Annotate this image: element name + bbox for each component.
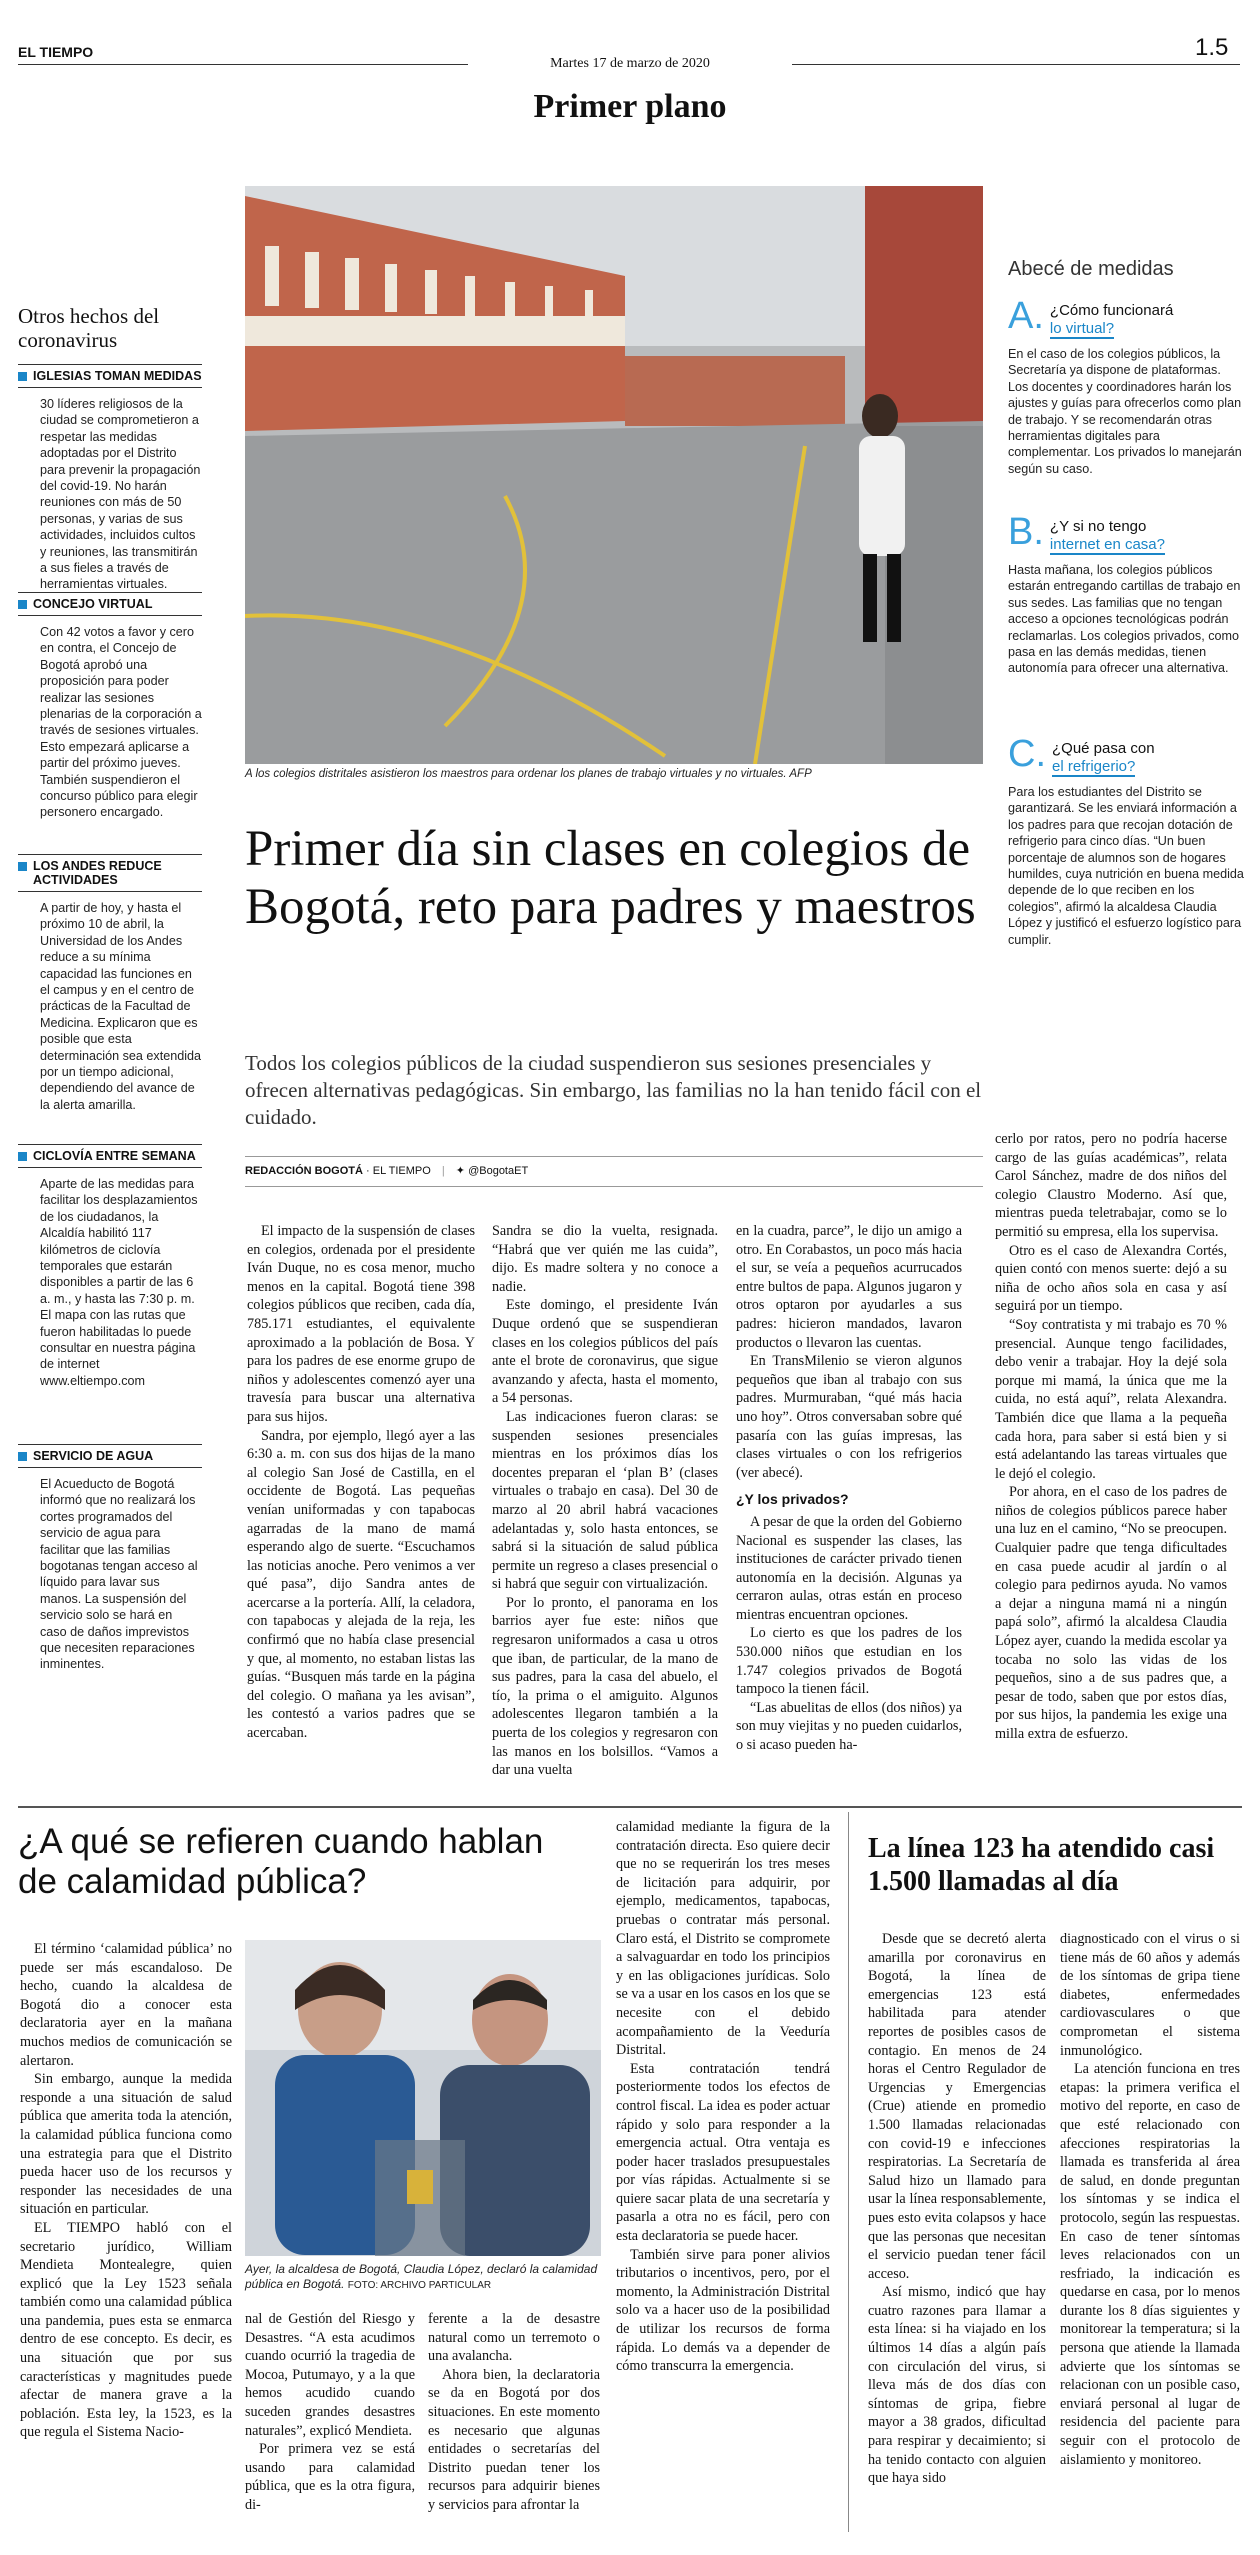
linea-headline: La línea 123 ha atendido casi 1.500 llamadas al día [868, 1833, 1215, 1897]
twitter-icon: ✦ [455, 1165, 466, 1177]
sidebar-item [18, 854, 202, 1144]
column-divider [848, 1812, 849, 2532]
abece-item [1008, 733, 1244, 948]
abece-answer: En el caso de los colegios públicos, la Secretaría ya dispone de plataformas. Los docentes y coordinadores harán los ajustes y guías para ofrecerlos como plan de trabajo. Y se recomendarán otras herramientas digitales para complementar. Los privados lo manejarán según su caso. [1008, 347, 1242, 476]
masthead-rule-right [792, 64, 1240, 65]
school-courtyard-illustration [245, 186, 983, 764]
school-photo [245, 186, 983, 764]
abece-box [1008, 258, 1244, 948]
abece-answer: Hasta mañana, los colegios públicos estarán entregando cartillas de trabajo en sus sedes. Las familias que no tengan acceso a opciones tecnológicas podrán reclamarlas. Los colegios privados, como pasa en las demás medidas, tienen autonomía para ofrecer una alternativa. [1008, 563, 1241, 676]
sidebar-item [18, 592, 202, 854]
press-conference-illustration [245, 1940, 601, 2256]
calamidad-column-1: El término ‘calamidad pública’ no puede ser más escandaloso. De hecho, cuando la alcaldesa de Bogotá dio a conocer esta declaratoria ayer en la mañana muchos medios de comunicación se alertaron. Sin embargo, aunque la medida responde a una situación de salud pública que amerita toda la atención, la calamidad pública funciona como una estrategia para que el Distrito pueda hacer uso de los recursos y responder las necesidades de una situación en particular. EL TIEMPO habló con el secretario jurídico, William Mendieta Montealegre, quien explicó que la Ley 1523 señala también como una calamidad pública una pandemia, pues esta se enmarca dentro de ese concepto. Es decir, es una situación que por sus características y magnitudes puede afectar de manera grave a la población. Esta ley, la 1523, es la que regula el Sistema Nacio- [20, 1941, 232, 2441]
byline-author: REDACCIÓN BOGOTÁ [245, 1165, 363, 1177]
sidebar-item-head: SERVICIO DE AGUA [33, 1449, 154, 1463]
article-column-2: Sandra se dio la vuelta, resignada. “Habrá que ver quién me las cuida”, dijo. Es madre soltera y no conoce a nadie. Este domingo, el presidente Iván Duque ordenó que se suspendieran clases en los colegios públicos del país ante el brote de coronavirus, que sigue avanzando y afecta, hasta el momento, a 54 personas. Las indicaciones fueron claras: se suspenden sesiones presenciales mientras en los próximos días los docentes preparan el ‘plan B’ (clases virtuales o trabajo en casa). Del 30 de marzo al 20 abril habrá vacaciones adelantadas y, solo hasta entonces, se sabrá si la situación de salud pública permite un regreso a clases presencial o si habrá que seguir con virtualización. Por lo pronto, el panorama en los barrios ayer fue este: niños que regresaron uniformados a casa u otros que iban, de particular, de la mano de sus padres, para la casa del abuelo, el tío, la prima o el amiguito. Algunos adolescentes llegaron también a la puerta de los colegios y regresaron con las manos en los bolsillos. “Vamos a dar una vuelta [492, 1223, 718, 1779]
calamidad-headline: ¿A qué se refieren cuando hablan de calamidad pública? [18, 1822, 544, 1901]
article-column-1: El impacto de la suspensión de clases en colegios, ordenada por el presidente Iván Duque, no es cosa menor, mucho menos en la capital. Bogotá tiene 398 colegios públicos que reciben, cada día, 785.171 estudiantes, el equivalente aproximado a la población de Bosa. Y para los padres de ese enorme grupo de niños y adolescentes comenzó ayer una travesía para buscar una alternativa para sus hijos. Sandra, por ejemplo, llegó ayer a las 6:30 a. m. con sus dos hijas de la mano al colegio San José de Castilla, en el occidente de Bogotá. Las pequeñas venían uniformadas y con tapabocas agarradas de la mano de mamá esperando algo de suerte. “Escuchamos las noticias anoche. Pero venimos a ver qué pasa”, dijo Sandra antes de acercarse a la portería. Allí, la celadora, con tapabocas y alejada de la reja, les confirmó que no había clase presencial y que, al momento, no estaban listas las guías. “Busquen más tarde en la página del colegio. O mañana ya les avisan”, les contestó a varios padres que se acercaban. [247, 1223, 475, 1742]
section-title: Primer plano [533, 88, 727, 125]
calamidad-caption: Ayer, la alcaldesa de Bogotá, Claudia López, declaró la calamidad pública en Bogotá. FOTO: ARCHIVO PARTICULAR [245, 2262, 598, 2291]
abece-answer: Para los estudiantes del Distrito se garantizará. Se les enviará información a los padres para que recojan dotación de refrigerio para cinco días. “Un buen porcentaje de alumnos son de hogares humildes, cuya nutrición en buena medida depende de lo que reciben en los colegios”, afirmó la alcaldesa Claudia López y justificó el esfuerzo logístico para cumplir. [1008, 785, 1244, 947]
abece-question-accent: internet en casa? [1049, 536, 1165, 553]
sidebar-item-body: 30 líderes religiosos de la ciudad se comprometieron a respetar las medidas adoptadas por el Distrito para prevenir la propagación del covid-19. No harán reuniones con más de 50 personas, y varias de sus actividades, incluidos cultos y reuniones, las transmitirán a sus fieles a través de herramientas virtuales. [40, 397, 201, 592]
article-column-4: cerlo por ratos, pero no podría hacerse cargo de las guías académicas”, relata Carol Sánchez, madre de dos niños del colegio Claustro Moderno. Así que, mientras pueda teletrabajar, como se lo permitió su empresa, ella los supervisa. Otro es el caso de Alexandra Cortés, quien contó con menos suerte: dejó a su niña de ocho años sola en casa y así seguirá por un tiempo. “Soy contratista y mi trabajo es 70 % presencial. Aunque tengo facilidades, debo venir a trabajar. Hoy la dejé sola porque mi mamá, la única que me la cuida, no está aquí”, relata Alexandra. También dice que llama a la pequeña cada hora, para saber si está bien y si está adelantando las tareas virtuales que le dejó el colegio. Por ahora, en el caso de los padres de niños de colegios públicos parece haber una luz en el camino, “No se preocupen. Cualquier padre que tenga dificultades en casa puede acudir al jardín o al colegio para pedirnos ayuda. No vamos a dejar a ninguna mamá ni a ningún papá solo”, afirmó la alcaldesa Claudia López ayer, cuando la medida escolar ya tocaba no solo las vidas de los pequeños, sino a de sus padres que, a pesar de todo, saben que por estos días, por sus hijos, la pandemia les exige una milla extra de esfuerzo. [995, 1131, 1227, 1742]
main-lede: Todos los colegios públicos de la ciudad suspendieron sus sesiones presenciales y ofrecen alternativas pedagógicas. Sin embargo, las familias no la han tenido fácil con el cuidado. [245, 1051, 982, 1129]
abece-letter: A. [1008, 295, 1044, 337]
photo-caption: A los colegios distritales asistieron los maestros para ordenar los planes de trabajo virtuales y no virtuales. AFP [245, 768, 812, 780]
sidebar [18, 364, 202, 1673]
sidebar-item-body: El Acueducto de Bogotá informó que no realizará los cortes programados del servicio de agua para facilitar que las familias bogotanas tengan acceso al líquido para lavar sus manos. La suspensión del servicio solo se hará en caso de daños imprevistos que necesiten reparaciones inminentes. [40, 1477, 198, 1672]
linea-column-1: Desde que se decretó alerta amarilla por coronavirus en Bogotá, la línea de emergencias 123 está habilitada para atender reportes de posibles casos de contagio. En menos de 24 horas el Centro Regulador de Urgencias y Emergencias (Crue) atiende en promedio 1.500 llamadas relacionadas con covid-19 e infecciones respiratorias. La Secretaría de Salud hizo un llamado para usar la línea responsablemente, pues esto evita colapsos y hace que las personas que necesitan el servicio puedan tener fácil acceso. Así mismo, indicó que hay cuatro razones para llamar a esta línea: si ha viajado en los últimos 14 días a algún país con circulación del virus, si lleva más de dos días con síntomas de gripa, fiebre mayor a 38 grados, dificultad para respirar y decaimiento; si ha tenido contacto con alguien que haya sido [868, 1931, 1046, 2487]
page-number: 1.5 [1195, 34, 1229, 61]
sidebar-item [18, 364, 202, 592]
square-bullet-icon [18, 600, 27, 609]
abece-question: ¿Qué pasa con [1052, 740, 1155, 757]
abece-question-accent: el refrigerio? [1052, 758, 1136, 775]
calamidad-column-3: ferente a la de desastre natural como un terremoto o una avalancha. Ahora bien, la declaratoria se da en Bogotá por dos situaciones. En este momento es necesario que algunas entidades o secretarías del Distrito puedan tener los recursos para adquirir bienes y servicios para afrontar la [428, 2311, 600, 2513]
calamidad-column-4: calamidad mediante la figura de la contratación directa. Eso quiere decir que no se requerirán los tres meses de licitación para adquirir, por ejemplo, medicamentos, tapabocas, pruebas o contratar más personal. Claro está, el Distrito se compromete a salvaguardar en todo los principios y en las obligaciones jurídicas. Solo se va a usar en los casos en los que se necesite con el debido acompañamiento de la Veeduría Distrital. Esta contratación tendrá posteriormente todos los efectos de control fiscal. La idea es poder actuar rápido y solo para responder a la emergencia actual. Otra ventaja es poder hacer traslados presupuestales por vías rápidas. Actualmente si se quiere sacar plata de una secretaría y pasarla a otra no es fácil, pero con esta declaratoria se puede hacer. También sirve para poner alivios tributarios o incentivos, pero, por el momento, la Administración Distrital solo va a hacer uso de la posibilidad de utilizar los recursos de forma rápida. Lo demás va a depender de cómo transcurra la emergencia. [616, 1819, 830, 2375]
abece-question: ¿Y si no tengo [1049, 518, 1147, 535]
sidebar-item-head: CICLOVÍA ENTRE SEMANA [33, 1149, 196, 1163]
byline-paper: · EL TIEMPO [366, 1165, 431, 1177]
photo-credit: FOTO: ARCHIVO PARTICULAR [347, 2280, 492, 2291]
newspaper-name: EL TIEMPO [18, 44, 94, 60]
abece-title: Abecé de medidas [1008, 258, 1174, 280]
sidebar-item-head: IGLESIAS TOMAN MEDIDAS [33, 369, 202, 383]
abece-letter: C. [1008, 733, 1046, 775]
sidebar-item [18, 1444, 202, 1673]
section-divider [18, 1806, 1242, 1808]
sidebar-item-body: A partir de hoy, y hasta el próximo 10 de abril, la Universidad de los Andes reduce a su mínima capacidad las funciones en el campus y en el centro de prácticas de la Facultad de Medicina. Explicaron que es posible que esta determinación sea extendida por un tiempo adicional, dependiendo del avance de la alerta amarilla. [40, 901, 202, 1112]
twitter-handle[interactable]: @BogotaET [468, 1165, 529, 1177]
sidebar-item-body: Aparte de las medidas para facilitar los desplazamientos de los ciudadanos, la Alcaldía habilitó 117 kilómetros de ciclovía temporales que estarán disponibles a partir de las 6 a. m., y hasta las 7:30 p. m. El mapa con las rutas que fueron habilitadas lo puede consultar en nuestra página de internet www.eltiempo.com [40, 1177, 198, 1388]
abece-question: ¿Cómo funcionará [1049, 302, 1174, 319]
abece-item [1008, 295, 1244, 514]
linea-column-2: diagnosticado con el virus o si tiene más de 60 años y además de los síntomas de gripa tiene diabetes, enfermedades cardiovasculares o que comprometan el sistema inmunológico. La atención funciona en tres etapas: la primera verifica el motivo del reporte, en caso de que esté relacionado con afecciones respiratorias la llamada es transferida al área de salud, en donde preguntan los síntomas y se indica el protocolo, según las respuestas. En caso de tener síntomas leves relacionados con un resfriado, la indicación es quedarse en casa, por lo menos durante los 8 días siguientes y monitorear la temperatura; si la persona que atiende la llamada advierte que los síntomas se relacionan con un posible caso, enviará personal al lugar de residencia del paciente para seguir con el protocolo de aislamiento y monitoreo. [1060, 1931, 1240, 2468]
sidebar-item-body: Con 42 votos a favor y cero en contra, el Concejo de Bogotá aprobó una proposición para poder realizar las sesiones plenarias de la corporación a través de sesiones virtuales. Esto empezará aplicarse a partir del próximo jueves. También suspendieron el concurso público para elegir personero encargado. [40, 625, 202, 820]
sidebar-item-head: LOS ANDES REDUCE ACTIVIDADES [33, 859, 162, 887]
square-bullet-icon [18, 1152, 27, 1161]
sidebar-title: Otros hechos del coronavirus [18, 304, 160, 352]
square-bullet-icon [18, 1452, 27, 1461]
article-column-3: en la cuadra, parce”, le dijo un amigo a otro. En Corabastos, un poco más hacia el sur, se veía a pequeños acurrucados entre bultos de papa. Algunos jugaron y otros optaron por ayudarles a sus padres: hicieron mandados, lavaron productos o llevaron las cuentas. En TransMilenio se vieron algunos pequeños que iban al trabajo con sus padres. Murmuraban, “qué más hacia uno hoy”. Otros conversaban sobre qué pasaría con las guías impresas, las clases virtuales o con los refrigerios (ver abecé). ¿Y los privados? A pesar de que la orden del Gobierno Nacional es suspender las clases, las instituciones de carácter privado tienen autonomía en la decisión. Algunas ya cerraron aulas, otras están en proceso mientras encuentran opciones. Lo cierto es que los padres de los 530.000 niños que estudian en los 1.747 colegios privados de Bogotá tampoco la tienen fácil. “Las abuelitas de ellos (dos niños) ya son muy viejitas y no pueden cuidarlos, o si acaso pueden ha- [736, 1223, 962, 1754]
sidebar-item-head: CONCEJO VIRTUAL [33, 597, 153, 611]
abece-letter: B. [1008, 511, 1044, 553]
subhead-privados: ¿Y los privados? [736, 1491, 849, 1508]
abece-item [1008, 511, 1244, 736]
abece-question-accent: lo virtual? [1049, 320, 1115, 337]
issue-date: Martes 17 de marzo de 2020 [550, 56, 710, 71]
calamidad-column-2: nal de Gestión del Riesgo y Desastres. “A esta acudimos cuando ocurrió la tragedia de Mocoa, Putumayo, y a la que hemos acudido cuando suceden grandes desastres naturales”, explicó Mendieta. Por primera vez se está usando para calamidad pública, que es la otra figura, di- [245, 2311, 415, 2513]
calamidad-photo [245, 1940, 601, 2256]
square-bullet-icon [18, 372, 27, 381]
byline: REDACCIÓN BOGOTÁ · EL TIEMPO | ✦ @BogotaET [245, 1165, 529, 1177]
sidebar-item [18, 1144, 202, 1444]
square-bullet-icon [18, 862, 27, 871]
main-headline: Primer día sin clases en colegios de Bogotá, reto para padres y maestros [245, 821, 976, 935]
